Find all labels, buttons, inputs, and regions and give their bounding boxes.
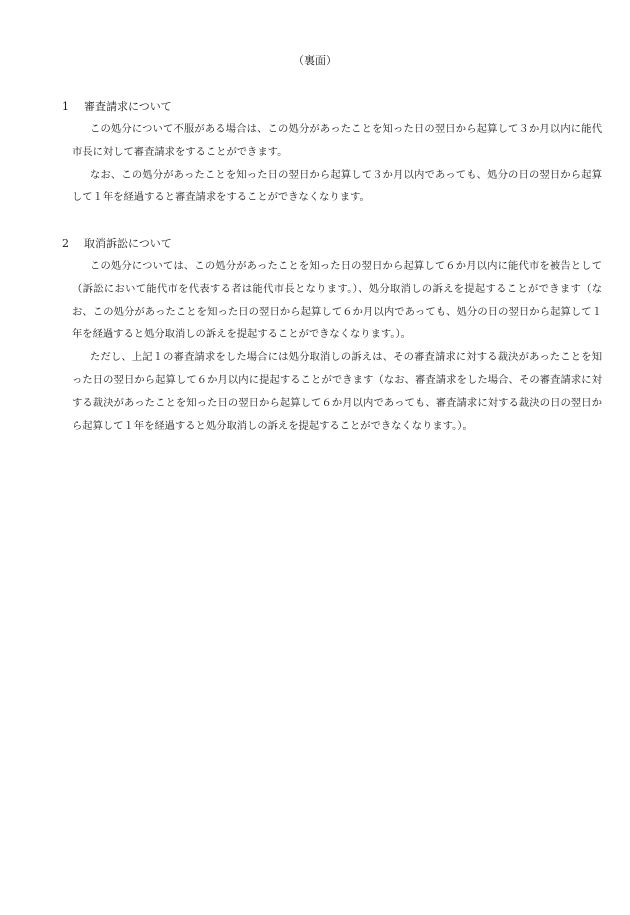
section-number: 1	[62, 100, 69, 113]
paragraph: ただし、上記１の審査請求をした場合には処分取消しの訴えは、その審査請求に対する裁決があったことを知った日の翌日から起算して６か月以内に提起することができます（なお、審査請求をした場合、その審査請求に対する裁決があったことを知った日の翌日から起算して６か月以内であっても、審査請求に対する裁決の日の翌日から起算して１年を経過すると処分取消しの訴えを提起することができなくなります。）。	[72, 351, 602, 432]
paragraph: この処分については、この処分があったことを知った日の翌日から起算して６か月以内に能代市を被告として（訴訟において能代市を代表する者は能代市長となります。）、処分取消しの訴えを提起することができます（なお、この処分があったことを知った日の翌日から起算して６か月以内であっても、処分の日の翌日から起算して１年を経過すると処分取消しの訴えを提起することができなくなります。）。	[72, 260, 602, 341]
section-heading	[62, 96, 602, 118]
section-appeal-request	[62, 96, 602, 209]
page-title: （裏面）	[293, 54, 337, 67]
section-title: 取消訴訟について	[84, 237, 172, 250]
section-title: 審査請求について	[84, 100, 172, 113]
section-revocation-suit	[62, 233, 602, 437]
section-number: 2	[62, 237, 69, 250]
section-heading	[62, 233, 602, 255]
paragraph: この処分について不服がある場合は、この処分があったことを知った日の翌日から起算して３か月以内に能代市長に対して審査請求をすることができます。	[72, 123, 602, 158]
paragraph: なお、この処分があったことを知った日の翌日から起算して３か月以内であっても、処分の日の翌日から起算して１年を経過すると審査請求をすることができなくなります。	[72, 168, 602, 204]
